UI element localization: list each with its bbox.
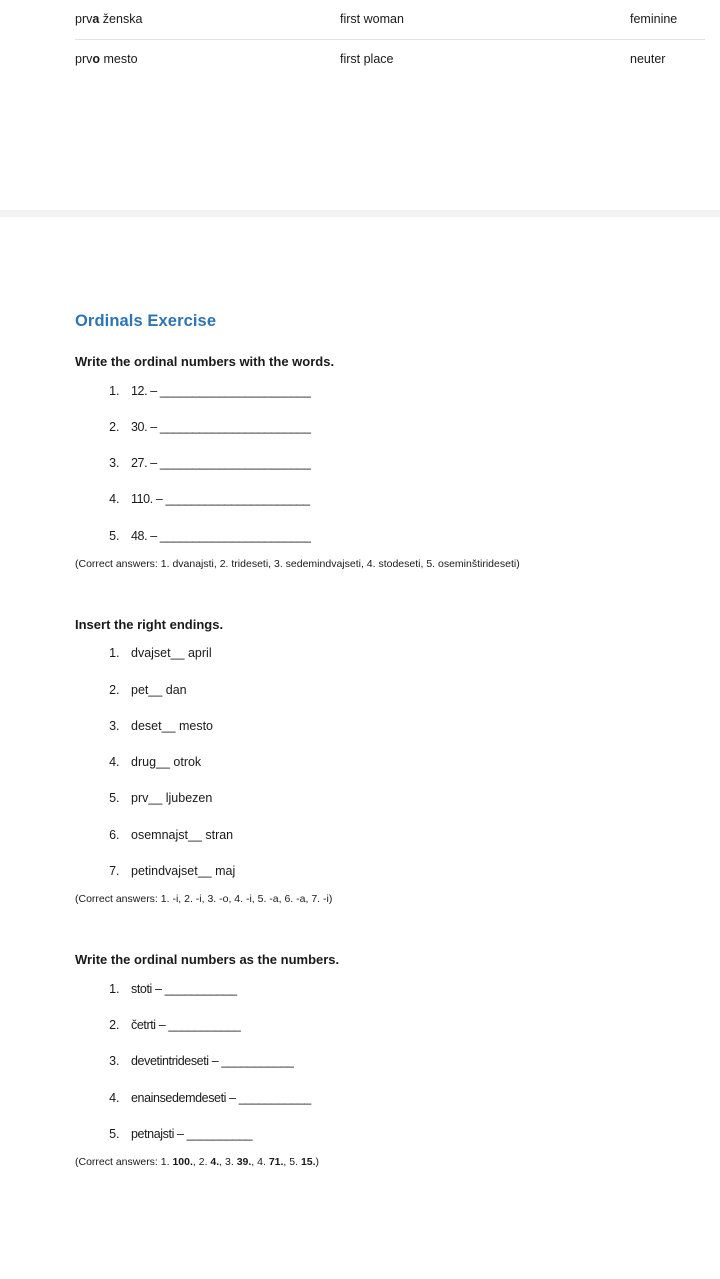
page-title: Ordinals Exercise bbox=[75, 312, 217, 330]
answer-sep: , 3. bbox=[219, 1156, 237, 1168]
list-item-text: stoti – ___________ bbox=[131, 981, 237, 996]
slovene-suffix: ženska bbox=[99, 12, 143, 26]
list-item-text: drug__ otrok bbox=[131, 755, 202, 770]
table-row bbox=[75, 40, 705, 80]
list-item bbox=[123, 827, 700, 843]
list-item bbox=[123, 383, 700, 399]
exercise-1-list bbox=[75, 383, 700, 544]
table-cell-gender: neuter bbox=[630, 40, 705, 80]
list-item-text: pet__ dan bbox=[131, 682, 187, 697]
list-item-text: 30. – _______________________ bbox=[131, 419, 311, 434]
answer-sep: , 4. bbox=[251, 1156, 269, 1168]
list-item-text: 12. – _______________________ bbox=[131, 383, 311, 398]
slovene-prefix: prv bbox=[75, 52, 93, 67]
answer-value: 15. bbox=[300, 1156, 316, 1168]
list-item-text: 110. – ______________________ bbox=[131, 492, 310, 507]
page-content bbox=[0, 217, 720, 1170]
slovene-bold-ending: a bbox=[92, 12, 100, 26]
list-item bbox=[123, 863, 700, 879]
table-row bbox=[75, 0, 705, 40]
exercise-2-instruction: Insert the right endings. bbox=[75, 616, 224, 632]
list-item-text: petindvajset__ maj bbox=[131, 863, 236, 878]
answer-value: 100. bbox=[172, 1156, 193, 1168]
slovene-bold-ending: o bbox=[92, 52, 101, 67]
list-item-text: 48. – _______________________ bbox=[131, 528, 311, 543]
list-item bbox=[123, 491, 700, 507]
list-item bbox=[123, 1053, 700, 1069]
list-item bbox=[123, 718, 700, 734]
vocabulary-table-body bbox=[75, 0, 705, 80]
list-item bbox=[123, 754, 700, 770]
page-two bbox=[0, 217, 720, 1170]
list-item bbox=[123, 682, 700, 698]
answer-value: 71. bbox=[268, 1156, 284, 1168]
table-cell-english: first place bbox=[340, 40, 630, 80]
page-break-separator bbox=[0, 210, 720, 217]
table-cell-slovene bbox=[75, 0, 340, 40]
list-item bbox=[123, 1090, 700, 1106]
slovene-suffix: mesto bbox=[100, 52, 138, 67]
exercise-2-list bbox=[75, 645, 700, 879]
list-item-text: devetintrideseti – ___________ bbox=[131, 1054, 294, 1069]
list-item-text: 27. – _______________________ bbox=[131, 456, 311, 471]
vocabulary-table bbox=[75, 0, 705, 80]
list-item bbox=[123, 528, 700, 544]
exercise-2-answers: (Correct answers: 1. -i, 2. -i, 3. -o, 4. -i, 5. -a, 6. -a, 7. -i) bbox=[75, 893, 333, 906]
answer-value: 39. bbox=[236, 1156, 252, 1168]
table-cell-gender: feminine bbox=[630, 12, 678, 26]
exercise-1-answers: (Correct answers: 1. dvanajsti, 2. trideseti, 3. sedemindvajseti, 4. stodeseti, 5. oseminštirideseti) bbox=[75, 557, 520, 570]
list-item bbox=[123, 790, 700, 806]
list-item-text: dvajset__ april bbox=[131, 646, 212, 661]
list-item-text: deset__ mesto bbox=[131, 718, 213, 733]
table-cell-english: first woman bbox=[340, 12, 404, 26]
list-item-text: prv__ ljubezen bbox=[131, 791, 213, 806]
list-item bbox=[123, 419, 700, 435]
answer-sep: , 5. bbox=[283, 1156, 301, 1168]
answers-prefix: (Correct answers: 1. bbox=[75, 1156, 173, 1168]
list-item-text: četrti – ___________ bbox=[131, 1018, 241, 1032]
list-item-text: petnajsti – __________ bbox=[131, 1126, 253, 1141]
list-item bbox=[123, 645, 700, 661]
answer-sep: ) bbox=[315, 1156, 320, 1168]
list-item bbox=[123, 981, 700, 997]
exercise-1-instruction: Write the ordinal numbers with the words. bbox=[75, 353, 335, 369]
table-cell-slovene bbox=[75, 40, 340, 80]
page-one-tail bbox=[0, 0, 720, 80]
slovene-prefix: prv bbox=[75, 12, 93, 26]
list-item-text: osemnajst__ stran bbox=[131, 827, 234, 842]
list-item-text: enainsedemdeseti – ___________ bbox=[131, 1090, 311, 1105]
list-item bbox=[123, 1126, 700, 1142]
list-item bbox=[123, 1017, 700, 1033]
exercise-3-answers bbox=[75, 1156, 700, 1170]
list-item bbox=[123, 455, 700, 471]
exercise-3-instruction: Write the ordinal numbers as the numbers. bbox=[75, 951, 340, 967]
answer-value: 4. bbox=[210, 1156, 220, 1168]
exercise-3-list bbox=[75, 981, 700, 1142]
answer-sep: , 2. bbox=[192, 1156, 211, 1168]
